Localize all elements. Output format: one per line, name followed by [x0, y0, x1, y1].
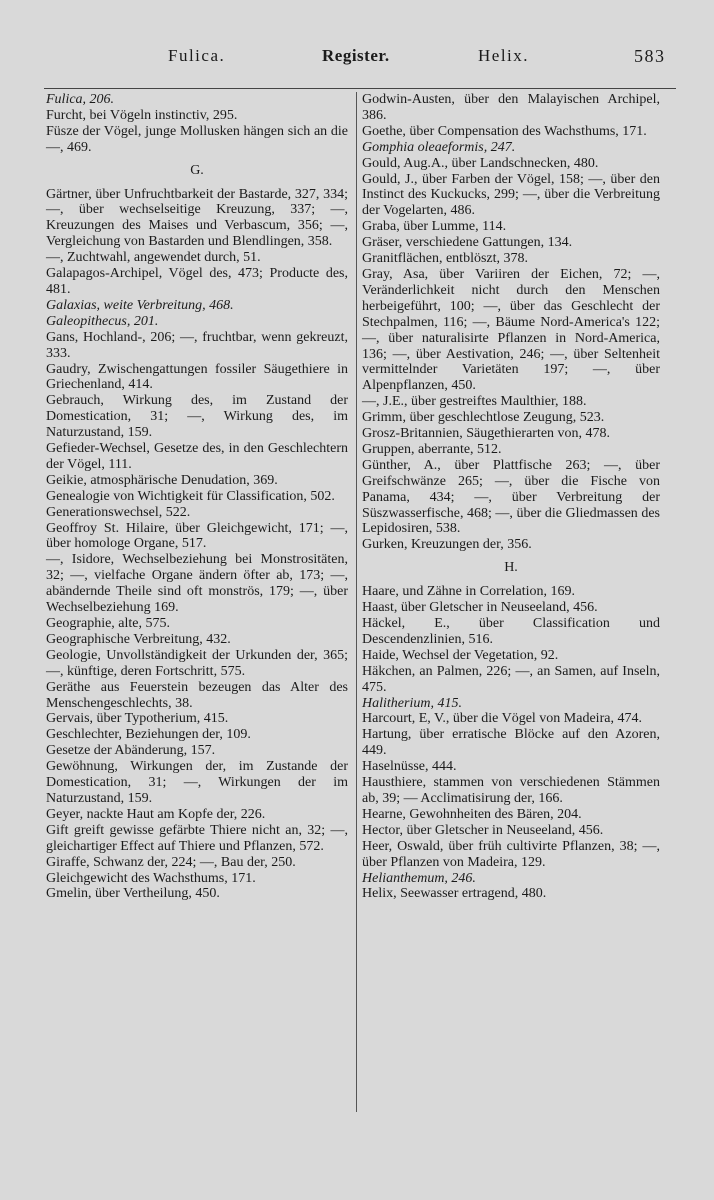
section-letter-h: H. — [504, 560, 518, 576]
header-title: Register. — [322, 46, 390, 65]
index-entry: Gervais, über Typotherium, 415. — [46, 711, 229, 727]
index-entry: Fulica, 206. — [46, 92, 115, 107]
index-entry: Geographie, alte, 575. — [46, 616, 171, 631]
index-entry: Furcht, bei Vögeln instinctiv, 295. — [46, 107, 238, 123]
column-divider — [356, 92, 357, 1112]
index-entry: Grosz-Britannien, Säugethierarten von, 478. — [362, 426, 611, 442]
index-entry: Geyer, nackte Haut am Kopfe der, 226. — [46, 806, 266, 822]
index-entry: Häckel, E., über Classification und Descendenzlinien, 516. — [362, 616, 660, 647]
index-entry: Gebrauch, Wirkung des, im Zustand der Domestication, 31; —, Wirkung des, im Naturzustand, 159. — [46, 393, 348, 441]
index-entry: Gurken, Kreuzungen der, 356. — [362, 537, 532, 553]
index-entry: Geikie, atmosphärische Denudation, 369. — [46, 472, 278, 488]
index-entry: Gärtner, über Unfruchtbarkeit der Bastarde, 327, 334; —, über wechselseitige Kreuzung, 337; —, Kreuzungen des Maises und Verbascum, 356; —, Vergleichung von Bastarden und Blendlingen, 358. — [46, 186, 348, 250]
index-entry: Günther, A., über Plattfische 263; —, über Greifschwänze 265; —, über die Fische von Panama, 434; —, über Verbreitung der Süszwasserfische, 468; —, über die Gliedmassen des Lepidosiren, 538. — [362, 457, 660, 537]
index-entry: Haast, über Gletscher in Neuseeland, 456. — [362, 600, 598, 616]
index-entry: Granitflächen, entblöszt, 378. — [362, 251, 529, 267]
index-entry: Geographische Verbreitung, 432. — [46, 631, 231, 647]
header-left-term: Fulica. — [168, 46, 226, 65]
index-entry: Helix, Seewasser ertragend, 480. — [362, 886, 547, 902]
index-entry: Helianthemum, 246. — [362, 870, 476, 886]
index-entry: Gleichgewicht des Wachsthums, 171. — [46, 870, 256, 886]
index-entry: Gewöhnung, Wirkungen der, im Zustande der Domestication, 31; —, Wirkungen der im Naturzustand, 159. — [46, 759, 348, 806]
index-entry: Gmelin, über Vertheilung, 450. — [46, 886, 220, 902]
index-entry: Gift greift gewisse gefärbte Thiere nicht an, 32; —, gleichartiger Effect auf Thiere und Pflanzen, 572. — [46, 822, 348, 854]
index-entry: Geologie, Unvollständigkeit der Urkunden der, 365; —, künftige, deren Fortschritt, 575. — [46, 647, 348, 679]
index-entry: Goethe, über Compensation des Wachsthums, 171. — [362, 123, 647, 139]
index-entry: Galeopithecus, 201. — [46, 313, 159, 329]
index-entry: Gould, J., über Farben der Vögel, 158; —, über den Instinct des Kuckucks, 299; —, über die Verbreitung der Vogelarten, 486. — [362, 171, 660, 219]
index-entry: Hearne, Gewohnheiten des Bären, 204. — [362, 806, 582, 822]
index-entry: Geräthe aus Feuerstein bezeugen das Alter des Menschengeschlechts, 38. — [46, 679, 348, 711]
index-entry: Graba, über Lumme, 114. — [362, 219, 507, 235]
index-entry: Galapagos-Archipel, Vögel des, 473; Producte des, 481. — [46, 266, 348, 297]
index-entry: Häkchen, an Palmen, 226; —, an Samen, auf Inseln, 475. — [362, 663, 660, 695]
section-letter-g: G. — [190, 162, 204, 178]
index-column-left — [46, 92, 348, 902]
index-column-right — [362, 92, 660, 902]
index-entry: —, Isidore, Wechselbeziehung bei Monstrositäten, 32; —, vielfache Organe ändern öfter ab, 173; —, abändernde Theile sind oft monströs, 179; —, über Wechselbeziehung 169. — [46, 552, 348, 616]
index-entry: Gaudry, Zwischengattungen fossiler Säugethiere in Griechenland, 414. — [46, 361, 348, 393]
index-entry: Gräser, verschiedene Gattungen, 134. — [362, 235, 573, 251]
index-entry: Gefieder-Wechsel, Gesetze des, in den Geschlechtern der Vögel, 111. — [46, 441, 348, 472]
index-entry: Heer, Oswald, über früh cultivirte Pflanzen, 38; —, über Pflanzen von Madeira, 129. — [362, 838, 660, 870]
index-entry: Gesetze der Abänderung, 157. — [46, 743, 216, 759]
page-number: 583 — [634, 46, 666, 66]
index-entry: Hartung, über erratische Blöcke auf den Azoren, 449. — [362, 727, 660, 759]
index-entry: Halitherium, 415. — [362, 695, 462, 711]
index-entry: Haselnüsse, 444. — [362, 759, 457, 775]
index-entry: Harcourt, E, V., über die Vögel von Madeira, 474. — [362, 711, 642, 727]
index-entry: Grimm, über geschlechtlose Zeugung, 523. — [362, 410, 605, 426]
index-entry: Haide, Wechsel der Vegetation, 92. — [362, 647, 559, 663]
index-entry: Gans, Hochland-, 206; —, fruchtbar, wenn gekreuzt, 333. — [46, 329, 348, 361]
index-entry: Gould, Aug.A., über Landschnecken, 480. — [362, 155, 599, 171]
index-entry: —, J.E., über gestreiftes Maulthier, 188. — [362, 394, 587, 410]
index-entry: Hausthiere, stammen von verschiedenen Stämmen ab, 39; — Acclimatisirung der, 166. — [362, 775, 660, 806]
index-entry: Füsze der Vögel, junge Mollusken hängen sich an die —, 469. — [46, 123, 348, 155]
running-header — [0, 46, 714, 72]
index-entry: Gray, Asa, über Variiren der Eichen, 72; —, Veränderlichkeit nicht durch den Menschen herbeigeführt, 100; —, über das Geschlecht der Stechpalmen, 116; —, Bäume Nord-America's 122; —, über naturalisirte Pflanzen in Nord-America, 136; —, über Aestivation, 246; —, über Seltenheit vermittelnder Varietäten 197; —, über Alpenpflanzen, 450. — [362, 266, 660, 394]
index-entry: Geschlechter, Beziehungen der, 109. — [46, 727, 251, 743]
index-entry: Gomphia oleaeformis, 247. — [362, 139, 516, 155]
index-entry: —, Zuchtwahl, angewendet durch, 51. — [46, 250, 261, 266]
header-rule — [44, 88, 676, 89]
index-entry: Generationswechsel, 522. — [46, 504, 191, 520]
index-entry: Godwin-Austen, über den Malayischen Archipel, 386. — [362, 92, 660, 123]
index-entry: Galaxias, weite Verbreitung, 468. — [46, 297, 234, 313]
index-entry: Giraffe, Schwanz der, 224; —, Bau der, 250. — [46, 854, 296, 870]
index-entry: Haare, und Zähne in Correlation, 169. — [362, 584, 576, 600]
index-entry: Geoffroy St. Hilaire, über Gleichgewicht, 171; —, über homologe Organe, 517. — [46, 520, 348, 552]
header-right-term: Helix. — [478, 46, 530, 65]
index-entry: Genealogie von Wichtigkeit für Classification, 502. — [46, 488, 335, 504]
index-entry: Hector, über Gletscher in Neuseeland, 456. — [362, 822, 604, 838]
index-entry: Gruppen, aberrante, 512. — [362, 441, 502, 457]
